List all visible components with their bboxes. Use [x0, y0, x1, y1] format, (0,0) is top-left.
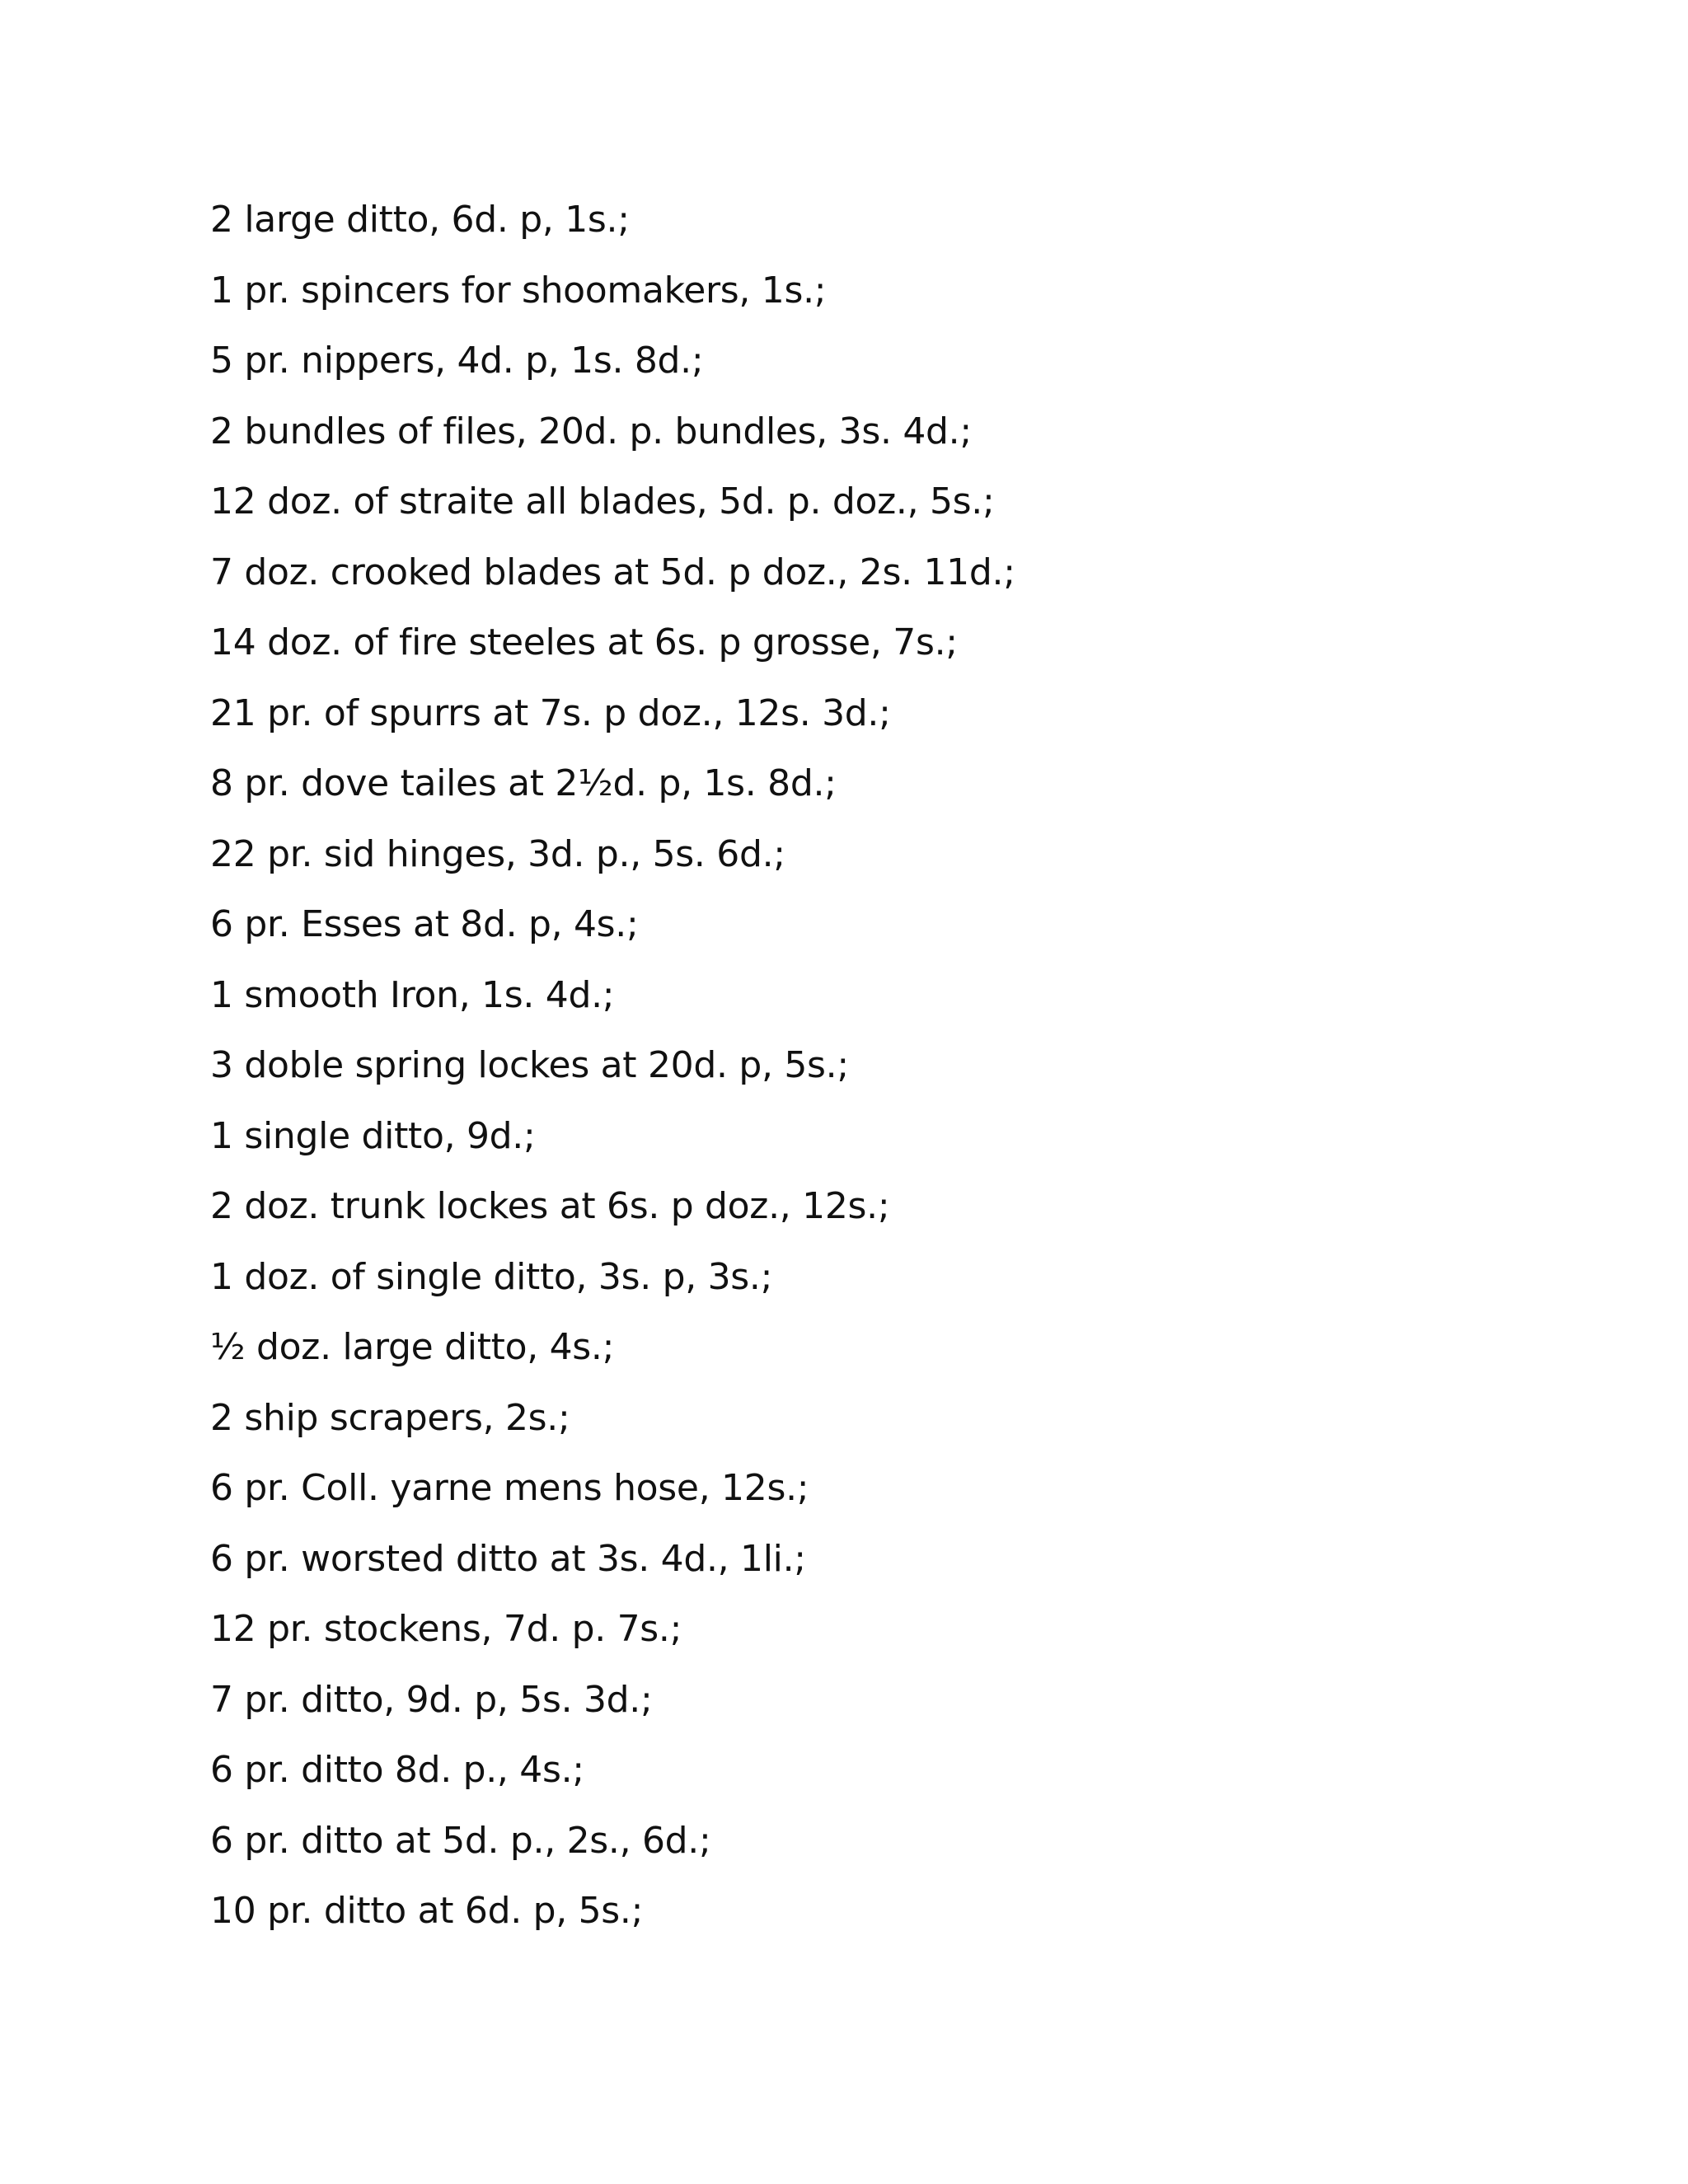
- inventory-line: 10 pr. ditto at 6d. p, 5s.;: [210, 1890, 644, 1932]
- inventory-line: ½ doz. large ditto, 4s.;: [210, 1326, 615, 1368]
- inventory-line: 1 pr. spincers for shoomakers, 1s.;: [210, 269, 827, 312]
- inventory-line: 12 doz. of straite all blades, 5d. p. doz., 5s.;: [210, 480, 995, 523]
- inventory-line: 1 smooth Iron, 1s. 4d.;: [210, 973, 615, 1016]
- inventory-line: 2 ship scrapers, 2s.;: [210, 1396, 570, 1439]
- inventory-line: 21 pr. of spurrs at 7s. p doz., 12s. 3d.;: [210, 691, 891, 734]
- inventory-line: 6 pr. Esses at 8d. p, 4s.;: [210, 903, 639, 945]
- inventory-line: 2 large ditto, 6d. p, 1s.;: [210, 199, 630, 241]
- inventory-line: 2 bundles of files, 20d. p. bundles, 3s. 4d.;: [210, 410, 972, 452]
- inventory-line: 6 pr. ditto 8d. p., 4s.;: [210, 1749, 584, 1791]
- inventory-line: 7 pr. ditto, 9d. p, 5s. 3d.;: [210, 1678, 653, 1721]
- inventory-line: 5 pr. nippers, 4d. p, 1s. 8d.;: [210, 340, 704, 382]
- inventory-list: [210, 195, 1015, 1957]
- inventory-line: 22 pr. sid hinges, 3d. p., 5s. 6d.;: [210, 832, 785, 875]
- inventory-line: 14 doz. of fire steeles at 6s. p grosse, 7s.;: [210, 621, 958, 663]
- inventory-line: 1 doz. of single ditto, 3s. p, 3s.;: [210, 1255, 773, 1298]
- inventory-line: 7 doz. crooked blades at 5d. p doz., 2s. 11d.;: [210, 551, 1015, 593]
- inventory-line: 2 doz. trunk lockes at 6s. p doz., 12s.;: [210, 1185, 890, 1227]
- inventory-line: 6 pr. Coll. yarne mens hose, 12s.;: [210, 1467, 809, 1509]
- inventory-line: 6 pr. ditto at 5d. p., 2s., 6d.;: [210, 1819, 711, 1862]
- inventory-line: 1 single ditto, 9d.;: [210, 1114, 536, 1157]
- inventory-line: 6 pr. worsted ditto at 3s. 4d., 1li.;: [210, 1537, 806, 1580]
- inventory-line: 12 pr. stockens, 7d. p. 7s.;: [210, 1608, 682, 1650]
- inventory-line: 3 doble spring lockes at 20d. p, 5s.;: [210, 1044, 849, 1086]
- inventory-line: 8 pr. dove tailes at 2½d. p, 1s. 8d.;: [210, 762, 837, 804]
